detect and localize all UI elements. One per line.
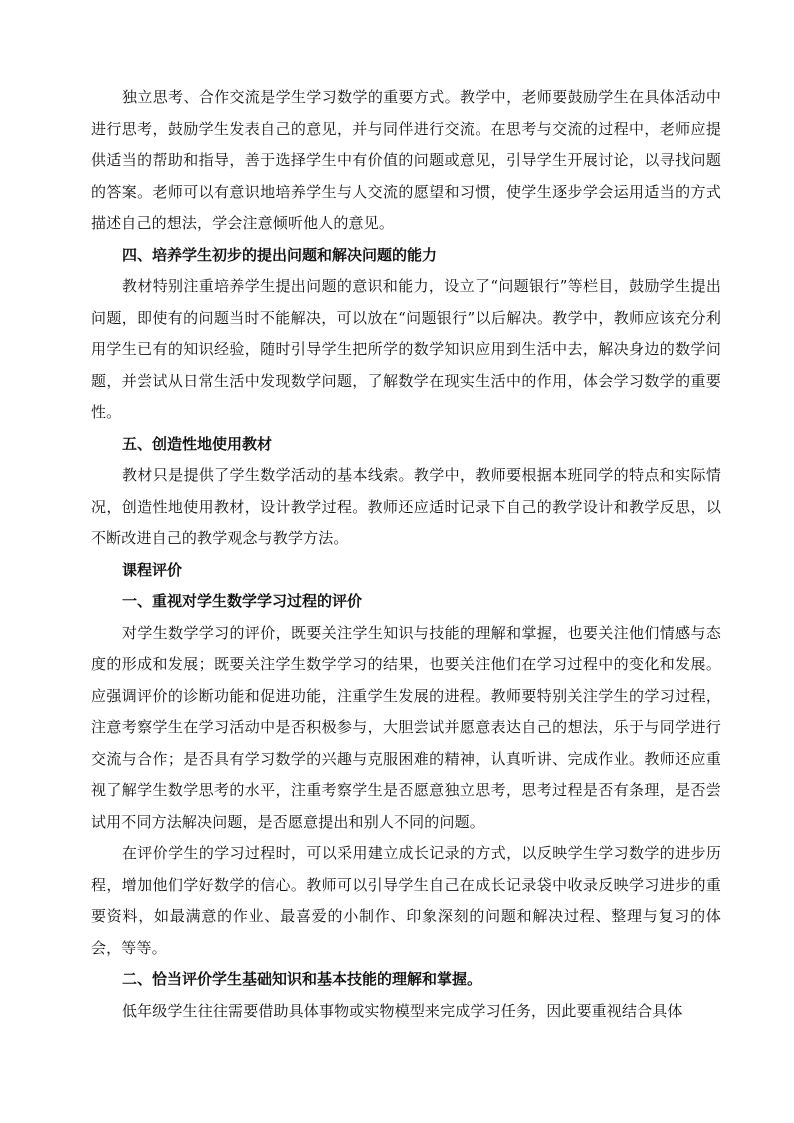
heading-problem-solving: 四、培养学生初步的提出问题和解决问题的能力 [122, 245, 438, 264]
heading-basic-knowledge-evaluation: 二、恰当评价学生基础知识和基本技能的理解和掌握。 [122, 970, 483, 988]
heading-creative-textbook-use: 五、创造性地使用教材 [122, 434, 273, 453]
paragraph-cooperative-learning: 独立思考、合作交流是学生学习数学的重要方式。教学中，老师要鼓励学生在具体活动中进行思考，鼓励学生发表自己的意见，并与同伴进行交流。在思考与交流的过程中，老师应提供适当的帮助和指导，善于选择学生中有价值的问题或意见，引导学生开展讨论，以寻找问题的答案。老师可以有意识地培养学生与人交流的愿望和习惯，使学生逐步学会运用适当的方式描述自己的想法，学会注意倾听他人的意见。 [91, 88, 721, 232]
paragraph-process-evaluation: 对学生数学学习的评价，既要关注学生知识与技能的理解和掌握，也要关注他们情感与态度的形成和发展；既要关注学生数学学习的结果，也要关注他们在学习过程中的变化和发展。应强调评价的诊断功能和促进功能，注重学生发展的进程。教师要特别关注学生的学习过程，注意考察学生在学习活动中是否积极参与，大胆尝试并愿意表达自己的想法，乐于与同学进行交流与合作；是否具有学习数学的兴趣与克服困难的精神，认真听讲、完成作业。教师还应重视了解学生数学思考的水平，注重考察学生是否愿意独立思考，思考过程是否有条理，是否尝试用不同方法解决问题，是否愿意提出和别人不同的问题。 [91, 623, 721, 831]
paragraph-lower-grade-students: 低年级学生往往需要借助具体事物或实物模型来完成学习任务，因此要重视结合具体 [122, 1001, 683, 1020]
document-body [91, 82, 721, 1027]
heading-course-evaluation: 课程评价 [122, 560, 183, 579]
paragraph-problem-bank: 教材特别注重培养学生提出问题的意识和能力，设立了“问题银行”等栏目，鼓励学生提出问题，即使有的问题当时不能解决，可以放在“问题银行”以后解决。教学中，教师应该充分利用学生已有的知识经验，随时引导学生把所学的数学知识应用到生活中去，解决身边的数学问题，并尝试从日常生活中发现数学问题，了解数学在现实生活中的作用，体会学习数学的重要性。 [91, 277, 721, 421]
paragraph-textbook-use: 教材只是提供了学生数学活动的基本线索。教学中，教师要根据本班同学的特点和实际情况，创造性地使用教材，设计教学过程。教师还应适时记录下自己的教学设计和教学反思，以不断改进自己的教学观念与教学方法。 [91, 466, 721, 547]
heading-process-evaluation: 一、重视对学生数学学习过程的评价 [122, 592, 363, 610]
paragraph-growth-record: 在评价学生的学习过程时，可以采用建立成长记录的方式，以反映学生学习数学的进步历程，增加他们学好数学的信心。教师可以引导学生自己在成长记录袋中收录反映学习进步的重要资料，如最满意的作业、最喜爱的小制作、印象深刻的问题和解决过程、整理与复习的体会，等等。 [91, 844, 721, 957]
